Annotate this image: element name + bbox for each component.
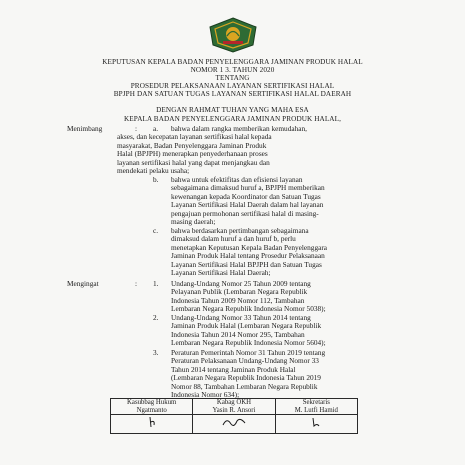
text-line: (Lembaran Negara Republik Indonesia Tahun 2019 <box>171 373 321 383</box>
text-line: masing daerah; <box>171 217 216 227</box>
preamble-line1: DENGAN RAHMAT TUHAN YANG MAHA ESA <box>156 106 309 114</box>
text-line: Indonesia Tahun 2009 Nomor 112, Tambahan <box>171 295 305 305</box>
text-line: Indonesia Tahun 2014 Nomor 295, Tambahan <box>171 329 305 339</box>
menimbang-item-c <box>171 227 409 277</box>
text-line: Undang-Undang Nomor 25 Tahun 2009 tentang <box>171 279 311 288</box>
menimbang-marker-b: b. <box>153 175 159 184</box>
handwritten-initial-icon <box>142 415 162 429</box>
text-line: Layanan Sertifikasi Halal BPJPH dan Satuan Tugas <box>171 259 322 269</box>
text-line: Nomor 88, Tambahan Lembaran Negara Republik <box>171 381 318 391</box>
text-line: kewenangan kepada Koordinator dan Satuan Tugas <box>171 191 321 201</box>
decree-title: KEPUTUSAN KEPALA BADAN PENYELENGGARA JAMINAN PRODUK HALAL <box>102 58 363 66</box>
initials-title: Sekretaris <box>302 399 330 406</box>
decree-subject-line2: BPJPH DAN SATUAN TUGAS LAYANAN SERTIFIKASI HALAL DAERAH <box>113 90 352 98</box>
text-line: bahwa dalam rangka memberikan kemudahan, <box>171 124 307 133</box>
initials-cell <box>193 399 275 415</box>
text-line: mendekati pelaku usaha; <box>117 166 190 176</box>
menimbang-colon: : <box>135 124 138 133</box>
text-line: Peraturan Pemerintah Nomor 31 Tahun 2019 tentang <box>171 348 326 357</box>
text-line: Lembaran Negara Republik Indonesia Nomor 5038); <box>171 304 326 314</box>
menimbang-label: Menimbang <box>67 124 103 133</box>
initials-cell <box>111 399 193 415</box>
initials-title: Kabag OKH <box>216 399 252 406</box>
signature-cell <box>111 415 193 434</box>
text-line: Peraturan Pelaksanaan Undang-Undang Nomor 33 <box>171 356 319 366</box>
mengingat-marker-2: 2. <box>153 313 159 322</box>
text-line: Layanan Sertifikasi Halal Daerah; <box>171 268 271 278</box>
mengingat-label: Mengingat <box>67 279 99 288</box>
text-line: Tahun 2014 tentang Jaminan Produk Halal <box>171 364 296 374</box>
initials-signature-row <box>111 415 358 434</box>
decree-number: NOMOR 1 3. TAHUN 2020 <box>190 66 275 74</box>
text-line: Undang-Undang Nomor 33 Tahun 2014 tentang <box>171 313 311 322</box>
text-line: bahwa untuk efektifitas dan efisiensi layanan <box>171 175 303 184</box>
initials-table <box>110 398 358 434</box>
mengingat-colon: : <box>135 279 138 288</box>
mengingat-item-1 <box>171 280 409 314</box>
text-line: Jaminan Produk Halal tentang Prosedur Pelaksanaan <box>171 251 325 261</box>
initials-name: Ngatmanto <box>136 406 167 414</box>
decree-tentang: TENTANG <box>215 74 250 82</box>
menimbang-item-b <box>171 176 409 226</box>
initials-table-row <box>111 399 358 415</box>
text-line: menetapkan Keputusan Kepala Badan Penyelenggara <box>171 242 328 252</box>
text-line: sebagaimana dimaksud huruf a, BPJPH memberikan <box>171 183 325 193</box>
signature-cell <box>193 415 275 434</box>
text-line: masyarakat, Badan Penyelenggara Jaminan Produk <box>117 140 267 150</box>
text-line: dimaksud dalam huruf a dan huruf b, perlu <box>171 234 296 244</box>
menimbang-marker-a: a. <box>153 124 159 133</box>
text-line: Lembaran Negara Republik Indonesia Nomor 5604); <box>171 338 326 348</box>
text-line: Halal (BPJPH) menerapkan penyederhanaan proses <box>117 149 268 159</box>
text-line: Jaminan Produk Halal (Lembaran Negara Republik <box>171 321 322 331</box>
menimbang-marker-c: c. <box>153 226 159 235</box>
preamble-line2: KEPALA BADAN PENYELENGGARA JAMINAN PRODUK HALAL, <box>124 115 341 123</box>
text-line: Pelayanan Publik (Lembaran Negara Republik <box>171 287 308 297</box>
text-line: pengajuan permohonan sertifikasi halal di masing- <box>171 208 319 218</box>
text-line: Indonesia Nomor 634); <box>171 390 240 400</box>
text-line: Layanan Sertifikasi Halal Daerah dalam hal layanan <box>171 200 324 210</box>
signature-cell <box>275 415 357 434</box>
text-line: bahwa berdasarkan pertimbangan sebagaimana <box>171 226 309 235</box>
initials-name: Yasin R. Ansori <box>212 406 256 414</box>
mengingat-marker-3: 3. <box>153 348 159 357</box>
handwritten-initial-icon <box>306 415 326 429</box>
menimbang-item-a <box>117 124 409 176</box>
mengingat-item-2 <box>171 314 409 348</box>
mengingat-marker-1: 1. <box>153 279 159 288</box>
text-line: layanan sertifikasi halal yang dapat menjangkau dan <box>117 157 270 167</box>
handwritten-initial-icon <box>219 415 249 429</box>
initials-title: Kasubbag Hukum <box>127 399 177 406</box>
initials-cell <box>275 399 357 415</box>
text-line: akses, dan kecepatan layanan sertifikasi halal kepada <box>117 132 272 142</box>
mengingat-item-3 <box>171 349 409 399</box>
ministry-emblem-icon <box>208 17 258 53</box>
initials-name: M. Lutfi Hamid <box>294 406 338 414</box>
decree-subject-line1: PROSEDUR PELAKSANAAN LAYANAN SERTIFIKASI HALAL <box>130 82 335 90</box>
